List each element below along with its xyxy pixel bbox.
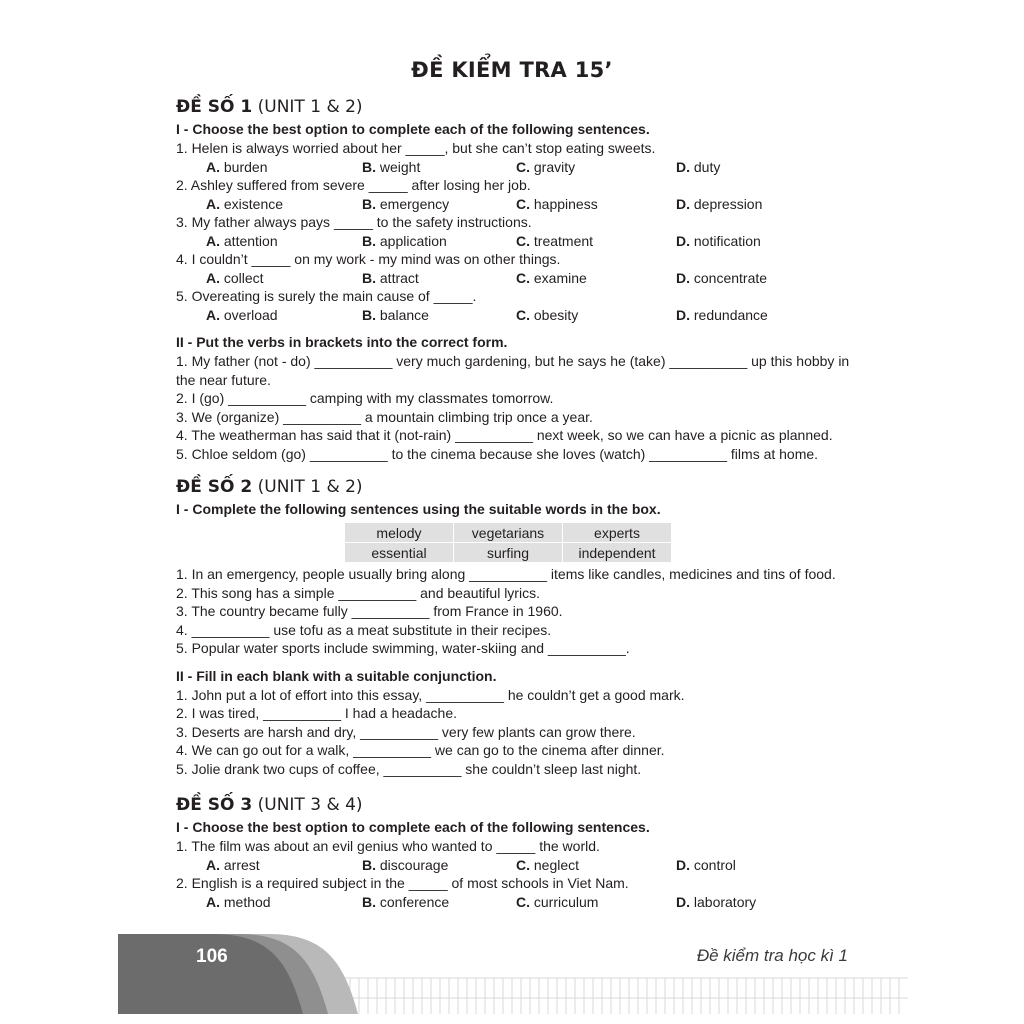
exercise-line: 1. In an emergency, people usually bring along __________ items like candles, medicines and tins of food. [176, 566, 836, 582]
answer-option [516, 195, 598, 214]
option-letter: D. [676, 232, 690, 249]
option-text: happiness [533, 195, 598, 212]
answer-option [676, 232, 761, 251]
option-text: treatment [533, 232, 594, 249]
answer-option [362, 269, 419, 288]
option-letter: B. [362, 856, 376, 873]
option-letter: A. [206, 158, 220, 175]
option-text: emergency [379, 195, 450, 212]
option-letter: B. [362, 269, 376, 286]
answer-option [516, 269, 587, 288]
option-text: arrest [223, 856, 260, 873]
word-box-table [344, 522, 672, 563]
option-text: attract [379, 269, 419, 286]
answer-option [206, 232, 278, 251]
answer-option [362, 856, 448, 875]
answer-option [362, 306, 429, 325]
option-letter: A. [206, 893, 220, 910]
word-box-row [345, 523, 672, 543]
option-text: obesity [533, 306, 579, 323]
exercise-line: 4. The weatherman has said that it (not-rain) __________ next week, so we can have a picnic as planned. [176, 427, 833, 443]
question-stem: 2. English is a required subject in the _____ of most schools in Viet Nam. [176, 875, 629, 891]
answer-option [676, 158, 720, 177]
answer-option [516, 306, 578, 325]
option-letter: B. [362, 195, 376, 212]
part-instruction: I - Complete the following sentences using the suitable words in the box. [176, 501, 661, 517]
section-number: ĐỀ SỐ 3 [176, 795, 253, 815]
answer-option [516, 893, 598, 912]
exercise-line: 3. Deserts are harsh and dry, __________ very few plants can grow there. [176, 723, 636, 740]
answer-option [516, 856, 579, 875]
option-text: depression [693, 195, 763, 212]
answer-option [516, 158, 575, 177]
option-text: method [223, 893, 271, 910]
answer-option [206, 195, 283, 214]
option-letter: C. [516, 306, 530, 323]
question-stem: 1. Helen is always worried about her _____, but she can’t stop eating sweets. [176, 140, 656, 156]
section-heading [176, 92, 866, 120]
word-box-cell: experts [563, 523, 672, 543]
word-box [176, 519, 866, 565]
option-letter: A. [206, 856, 220, 873]
option-text: control [693, 856, 736, 873]
option-text: burden [223, 158, 268, 175]
option-letter: A. [206, 232, 220, 249]
option-text: curriculum [533, 893, 599, 910]
section-units: (UNIT 1 & 2) [257, 477, 363, 497]
option-text: overload [223, 306, 278, 323]
answer-option [206, 269, 264, 288]
option-letter: D. [676, 269, 690, 286]
answer-option [206, 856, 260, 875]
exercise-line: 1. John put a lot of effort into this essay, __________ he couldn’t get a good mark. [176, 686, 685, 703]
option-letter: A. [206, 306, 220, 323]
part-instruction: I - Choose the best option to complete each of the following sentences. [176, 121, 650, 137]
answer-option [676, 195, 762, 214]
page-title: ĐỀ KIỂM TRA 15’ [411, 58, 613, 82]
question-stem: 2. Ashley suffered from severe _____ after losing her job. [176, 177, 531, 193]
option-letter: D. [676, 856, 690, 873]
exam-content [176, 92, 866, 911]
exercise-line: 5. Jolie drank two cups of coffee, __________ she couldn’t sleep last night. [176, 760, 642, 777]
footer-book-section: Đề kiểm tra học kì 1 [696, 946, 848, 965]
word-box-cell: independent [563, 543, 672, 563]
exercise-line: 3. We (organize) __________ a mountain climbing trip once a year. [176, 408, 593, 425]
page-footer [118, 934, 908, 1014]
section-heading [176, 472, 866, 500]
page-number: 106 [196, 946, 228, 967]
option-text: weight [379, 158, 421, 175]
question-stem: 4. I couldn’t _____ on my work - my mind was on other things. [176, 251, 561, 267]
word-box-cell: surfing [454, 543, 563, 563]
option-letter: B. [362, 306, 376, 323]
answer-option [676, 306, 768, 325]
question-stem: 3. My father always pays _____ to the safety instructions. [176, 214, 532, 230]
answer-options [176, 306, 866, 325]
option-letter: D. [676, 195, 690, 212]
option-text: redundance [693, 306, 768, 323]
option-letter: D. [676, 158, 690, 175]
option-text: laboratory [693, 893, 757, 910]
answer-options [176, 158, 866, 177]
option-text: neglect [533, 856, 580, 873]
option-text: duty [693, 158, 721, 175]
word-box-cell: vegetarians [454, 523, 563, 543]
exercise-line: 1. My father (not - do) __________ very much gardening, but he says he (take) __________ up this hobby in [176, 353, 850, 369]
option-letter: D. [676, 306, 690, 323]
option-letter: C. [516, 158, 530, 175]
option-letter: B. [362, 232, 376, 249]
answer-options [176, 232, 866, 251]
part-instruction: II - Put the verbs in brackets into the correct form. [176, 334, 508, 350]
exercise-line: 2. I was tired, __________ I had a headache. [176, 705, 457, 721]
answer-options [176, 893, 866, 912]
option-text: concentrate [693, 269, 768, 286]
option-letter: C. [516, 856, 530, 873]
answer-option [206, 893, 271, 912]
answer-option [362, 232, 447, 251]
option-letter: D. [676, 893, 690, 910]
option-text: existence [223, 195, 284, 212]
option-letter: B. [362, 893, 376, 910]
option-text: collect [223, 269, 264, 286]
option-letter: C. [516, 269, 530, 286]
section-number: ĐỀ SỐ 1 [176, 97, 253, 117]
answer-option [676, 269, 767, 288]
section-number: ĐỀ SỐ 2 [176, 477, 253, 497]
exercise-line: 5. Chloe seldom (go) __________ to the cinema because she loves (watch) __________ films at home. [176, 445, 819, 462]
exercise-line: 2. This song has a simple __________ and beautiful lyrics. [176, 584, 540, 601]
answer-option [362, 195, 449, 214]
option-text: attention [223, 232, 278, 249]
option-text: application [379, 232, 447, 249]
option-letter: A. [206, 269, 220, 286]
option-letter: A. [206, 195, 220, 212]
question-stem: 5. Overeating is surely the main cause of _____. [176, 288, 477, 304]
exercise-line: 4. We can go out for a walk, __________ we can go to the cinema after dinner. [176, 742, 665, 758]
word-box-cell: melody [345, 523, 454, 543]
option-text: examine [533, 269, 587, 286]
answer-options [176, 269, 866, 288]
answer-option [676, 893, 756, 912]
option-letter: C. [516, 232, 530, 249]
option-text: discourage [379, 856, 449, 873]
answer-options [176, 856, 866, 875]
answer-option [676, 856, 736, 875]
word-box-row [345, 543, 672, 563]
answer-option [362, 158, 420, 177]
exercise-line: the near future. [176, 371, 271, 388]
option-letter: C. [516, 893, 530, 910]
answer-option [516, 232, 593, 251]
exercise-line: 4. __________ use tofu as a meat substitute in their recipes. [176, 621, 552, 638]
option-text: gravity [533, 158, 576, 175]
section-units: (UNIT 3 & 4) [257, 795, 363, 815]
part-instruction: II - Fill in each blank with a suitable conjunction. [176, 667, 497, 684]
answer-option [206, 306, 278, 325]
word-box-cell: essential [345, 543, 454, 563]
exercise-line: 2. I (go) __________ camping with my classmates tomorrow. [176, 390, 554, 406]
option-text: balance [379, 306, 429, 323]
part-instruction: I - Choose the best option to complete each of the following sentences. [176, 819, 650, 835]
section-heading [176, 790, 866, 818]
answer-option [362, 893, 449, 912]
exercise-line: 5. Popular water sports include swimming, water-skiing and __________. [176, 640, 630, 656]
question-stem: 1. The film was about an evil genius who wanted to _____ the world. [176, 838, 600, 854]
option-text: conference [379, 893, 450, 910]
option-letter: C. [516, 195, 530, 212]
section-units: (UNIT 1 & 2) [257, 97, 363, 117]
answer-options [176, 195, 866, 214]
exercise-line: 3. The country became fully __________ from France in 1960. [176, 603, 563, 619]
answer-option [206, 158, 267, 177]
option-letter: B. [362, 158, 376, 175]
option-text: notification [693, 232, 761, 249]
